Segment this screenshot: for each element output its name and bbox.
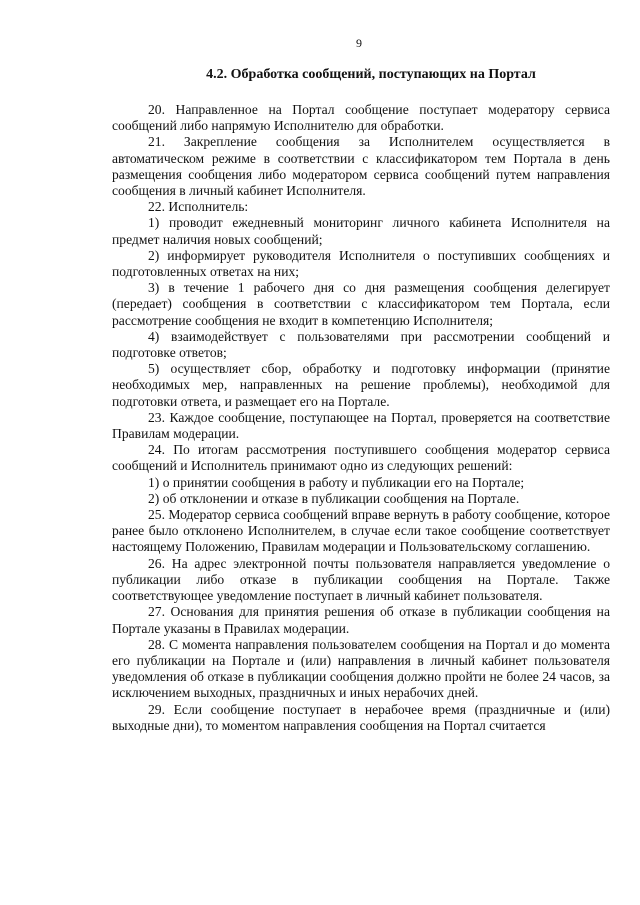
paragraph: 29. Если сообщение поступает в нерабочее время (праздничные и (или) выходные дни), то моментом направления сообщения на Портал считается	[112, 701, 610, 733]
paragraph: 26. На адрес электронной почты пользователя направляется уведомление о публикации либо отказе в публикации сообщения на Портале. Также соответствующее уведомление поступает в личный кабинет пользователя.	[112, 555, 610, 604]
list-item: 1) о принятии сообщения в работу и публикации его на Портале;	[148, 474, 525, 490]
list-item: 4) взаимодействует с пользователями при рассмотрении сообщений и подготовке ответов;	[112, 328, 610, 361]
list-item: 5) осуществляет сбор, обработку и подготовку информации (принятие необходимых мер, направленных на решение проблемы), необходимой для подготовки ответа, и размещает его на Портале.	[112, 361, 610, 409]
section-title: 4.2. Обработка сообщений, поступающих на Портал	[206, 67, 536, 82]
list-item: 2) об отклонении и отказе в публикации сообщения на Портале.	[148, 490, 520, 506]
paragraph: 27. Основания для принятия решения об отказе в публикации сообщения на Портале указаны в Правилах модерации.	[112, 604, 610, 636]
paragraph: 21. Закрепление сообщения за Исполнителем осуществляется в автоматическом режиме в соответствии с классификатором тем Портала в день размещения сообщения либо модератором сервиса сообщений путем направления сообщения в личный кабинет Исполнителя.	[112, 134, 610, 199]
list-item: 3) в течение 1 рабочего дня со дня размещения сообщения делегирует (передает) сообщения в соответствии с классификатором тем Портала, если рассмотрение сообщения не входит в компетенцию Исполнителя;	[112, 280, 610, 328]
paragraph: 22. Исполнитель:	[148, 199, 249, 215]
paragraph: 20. Направленное на Портал сообщение поступает модератору сервиса сообщений либо напрямую Исполнителю для обработки.	[112, 102, 610, 134]
page-number: 9	[356, 36, 362, 50]
list-item: 1) проводит ежедневный мониторинг личного кабинета Исполнителя на предмет наличия новых сообщений;	[112, 215, 610, 247]
paragraph: 25. Модератор сервиса сообщений вправе вернуть в работу сообщение, которое ранее было отклонено Исполнителем, в случае если такое сообщение соответствует настоящему Положению, Правилам модерации и Пользовательскому соглашению.	[112, 507, 610, 555]
paragraph: 23. Каждое сообщение, поступающее на Портал, проверяется на соответствие Правилам модерации.	[112, 409, 610, 442]
document-body	[112, 102, 610, 734]
paragraph: 28. С момента направления пользователем сообщения на Портал и до момента его публикации на Портале и (или) направления в личный кабинет пользователя уведомления об отказе в публикации сообщения должно пройти не более 24 часов, за исключением выходных, праздничных и иных нерабочих дней.	[112, 636, 610, 701]
list-item: 2) информирует руководителя Исполнителя о поступивших сообщениях и подготовленных ответах на них;	[112, 247, 610, 280]
paragraph: 24. По итогам рассмотрения поступившего сообщения модератор сервиса сообщений и Исполнитель принимают одно из следующих решений:	[112, 442, 610, 474]
